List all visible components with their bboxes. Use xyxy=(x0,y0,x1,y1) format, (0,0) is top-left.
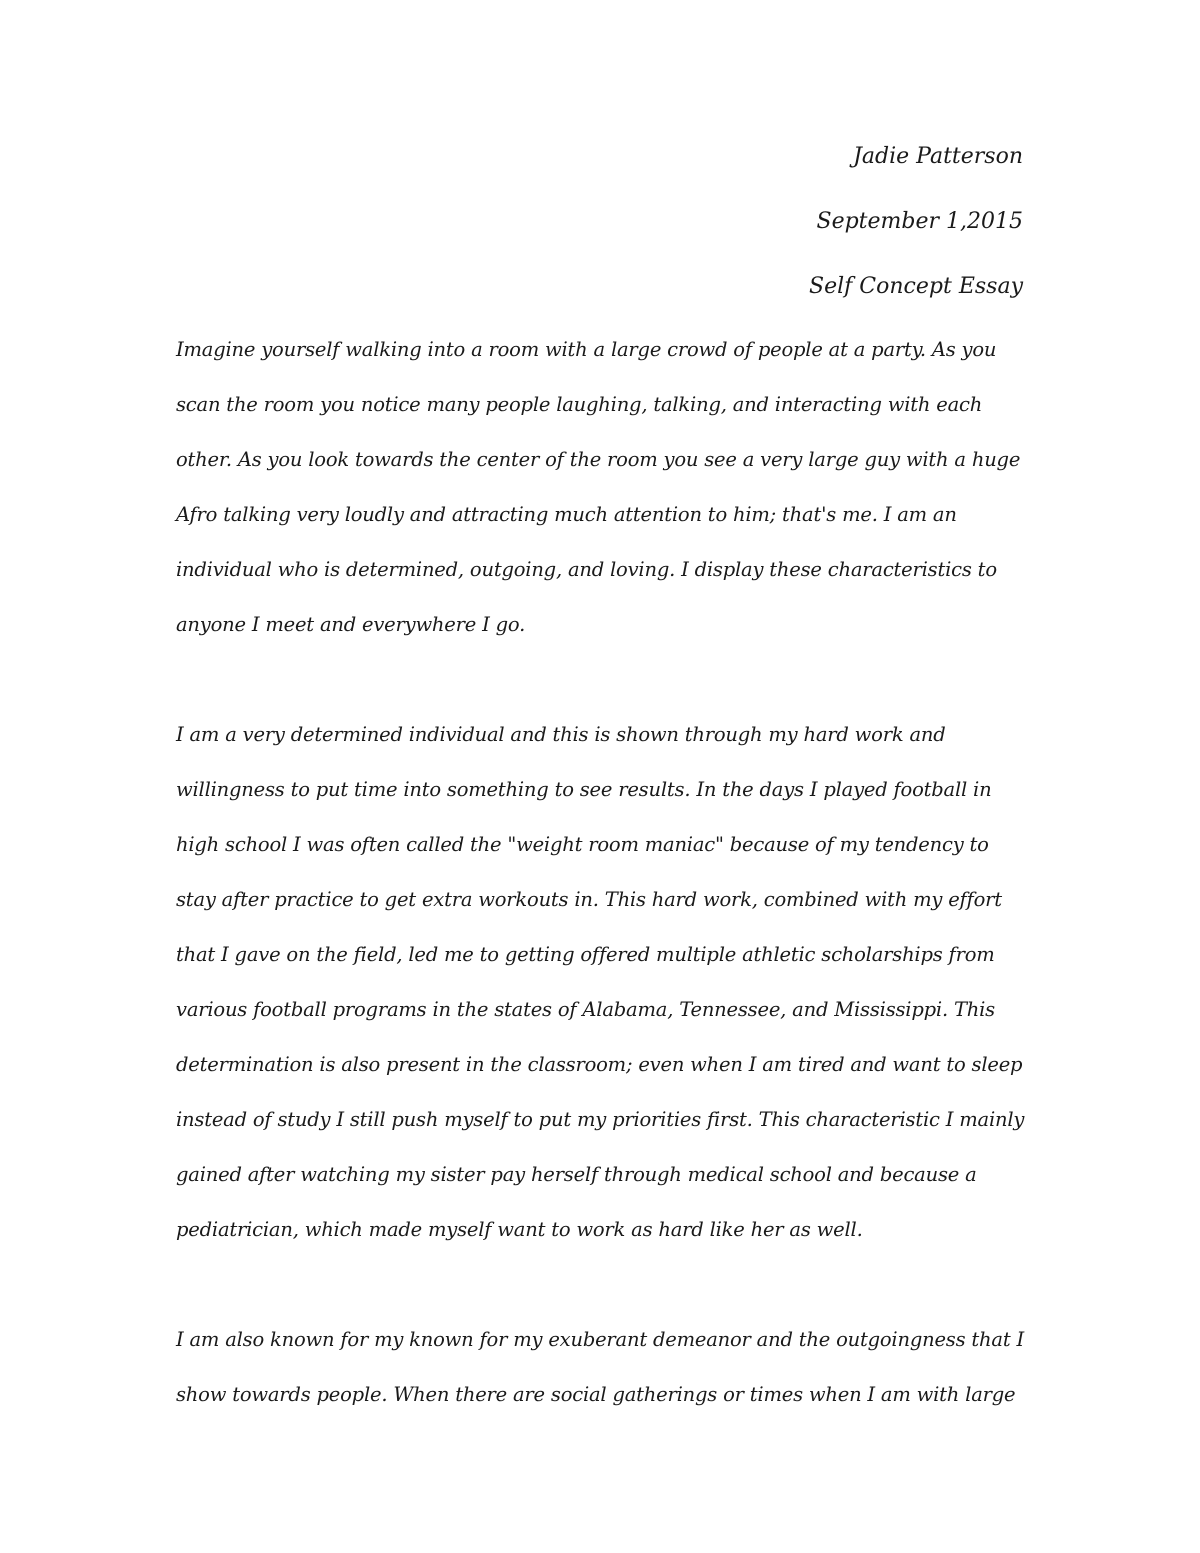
paragraph-determination xyxy=(176,707,1036,1257)
paragraph-line: gained after watching my sister pay herself through medical school and because a xyxy=(176,1163,977,1186)
paragraph-line: instead of study I still push myself to put my priorities first. This characteristic I mainly xyxy=(176,1108,1025,1131)
author-name: Jadie Patterson xyxy=(853,144,1023,169)
paragraph-line: Imagine yourself walking into a room with a large crowd of people at a party. As you xyxy=(176,338,997,361)
paragraph-line: high school I was often called the "weight room maniac" because of my tendency to xyxy=(176,833,989,856)
paragraph-line: other. As you look towards the center of the room you see a very large guy with a huge xyxy=(176,448,1021,471)
paragraph-line: anyone I meet and everywhere I go. xyxy=(176,613,526,636)
essay-title: Self Concept Essay xyxy=(809,274,1023,299)
paragraph-outgoing xyxy=(176,1312,1036,1422)
paragraph-line: individual who is determined, outgoing, and loving. I display these characteristics to xyxy=(176,558,997,581)
paragraph-line: Afro talking very loudly and attracting much attention to him; that's me. I am an xyxy=(176,503,957,526)
paragraph-line: I am a very determined individual and this is shown through my hard work and xyxy=(176,723,946,746)
paragraph-line: stay after practice to get extra workouts in. This hard work, combined with my effort xyxy=(176,888,1002,911)
essay-date: September 1,2015 xyxy=(816,209,1023,234)
paragraph-line: scan the room you notice many people laughing, talking, and interacting with each xyxy=(176,393,983,416)
paragraph-introduction xyxy=(176,322,1036,652)
paragraph-line: willingness to put time into something to see results. In the days I played football in xyxy=(176,778,992,801)
paragraph-line: various football programs in the states of Alabama, Tennessee, and Mississippi. This xyxy=(176,998,995,1021)
paragraph-line: show towards people. When there are social gatherings or times when I am with large xyxy=(176,1383,1016,1406)
paragraph-line: I am also known for my known for my exuberant demeanor and the outgoingness that I xyxy=(176,1328,1024,1351)
paragraph-line: that I gave on the field, led me to getting offered multiple athletic scholarships from xyxy=(176,943,995,966)
paragraph-line: determination is also present in the classroom; even when I am tired and want to sleep xyxy=(176,1053,1023,1076)
paragraph-line: pediatrician, which made myself want to work as hard like her as well. xyxy=(176,1218,863,1241)
